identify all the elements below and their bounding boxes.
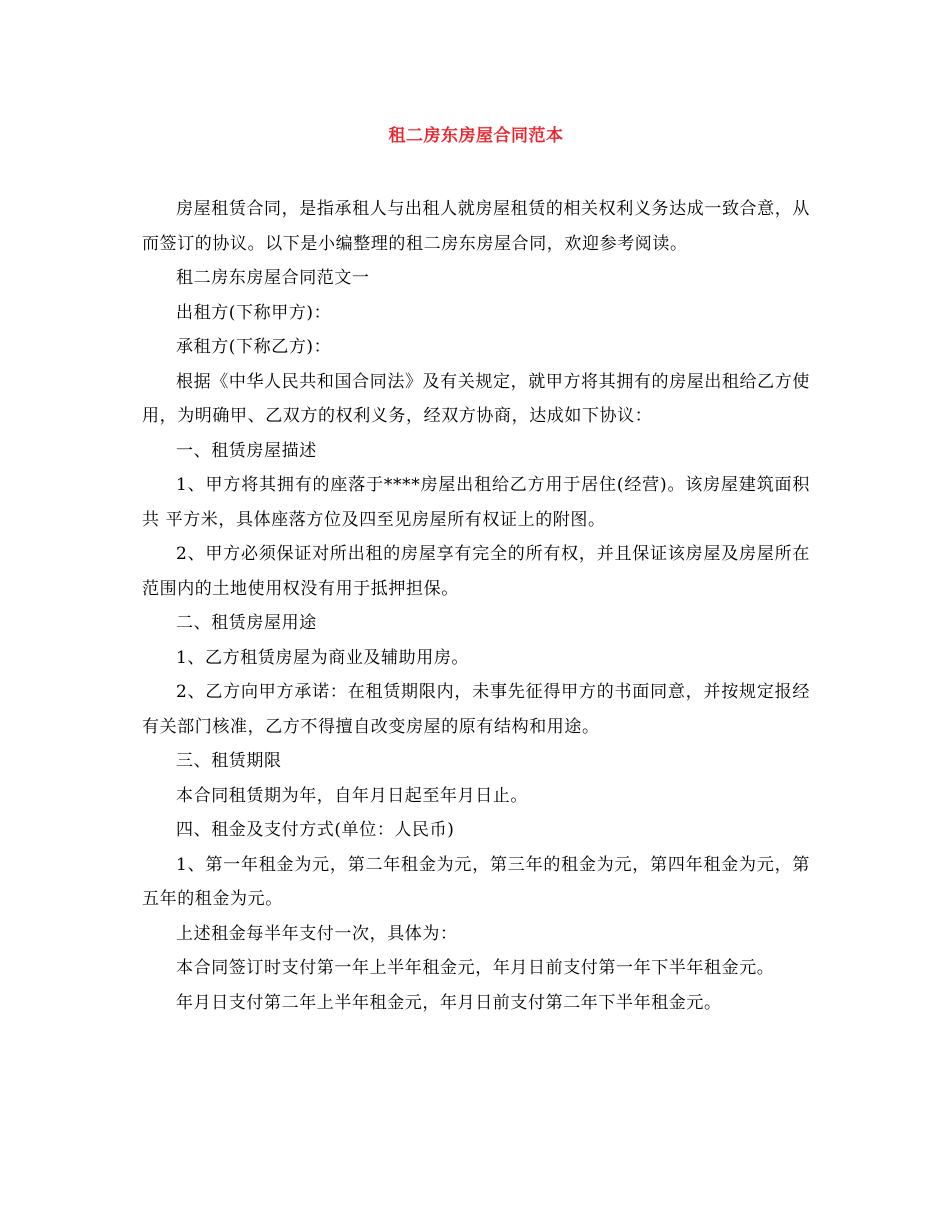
paragraph-clause: 1、乙方租赁房屋为商业及辅助用房。 bbox=[176, 647, 470, 668]
document-title: 租二房东房屋合同范本 bbox=[388, 126, 564, 146]
section-heading-term: 三、租赁期限 bbox=[176, 751, 282, 771]
section-heading-rent: 四、租金及支付方式(单位：人民币) bbox=[176, 820, 455, 840]
section-heading-usage: 二、租赁房屋用途 bbox=[176, 613, 317, 633]
section-heading-description: 一、租赁房屋描述 bbox=[176, 440, 317, 461]
document-body bbox=[142, 192, 810, 1020]
paragraph-lessor: 出租方(下称甲方)： bbox=[176, 302, 332, 323]
paragraph-clause: 1、第一年租金为元，第二年租金为元，第三年的租金为元，第四年租金为元，第五年的租金为元。 bbox=[142, 854, 810, 909]
paragraph-lessee: 承租方(下称乙方)： bbox=[176, 337, 332, 357]
paragraph-clause: 2、甲方必须保证对所出租的房屋享有完全的所有权，并且保证该房屋及房屋所在范围内的土地使用权没有用于抵押担保。 bbox=[142, 544, 810, 599]
paragraph-clause: 本合同签订时支付第一年上半年租金元，年月日前支付第一年下半年租金元。 bbox=[176, 958, 775, 978]
paragraph-legal-basis: 根据《中华人民共和国合同法》及有关规定，就甲方将其拥有的房屋出租给乙方使用，为明确甲、乙双方的权利义务，经双方协商，达成如下协议： bbox=[142, 371, 810, 426]
paragraph-clause: 本合同租赁期为年，自年月日起至年月日止。 bbox=[176, 785, 528, 806]
paragraph-clause: 2、乙方向甲方承诺：在租赁期限内，未事先征得甲方的书面同意，并按规定报经有关部门核准，乙方不得擅自改变房屋的原有结构和用途。 bbox=[142, 682, 810, 737]
paragraph-clause: 年月日支付第二年上半年租金元，年月日前支付第二年下半年租金元。 bbox=[176, 992, 722, 1013]
paragraph-clause: 上述租金每半年支付一次，具体为： bbox=[176, 923, 458, 944]
paragraph-sample-heading: 租二房东房屋合同范文一 bbox=[176, 268, 370, 288]
paragraph-intro: 房屋租赁合同，是指承租人与出租人就房屋租赁的相关权利义务达成一致合意，从而签订的协议。以下是小编整理的租二房东房屋合同，欢迎参考阅读。 bbox=[142, 199, 810, 254]
paragraph-clause: 1、甲方将其拥有的座落于****房屋出租给乙方用于居住(经营)。该房屋建筑面积共 平方米，具体座落方位及四至见房屋所有权证上的附图。 bbox=[142, 475, 810, 530]
